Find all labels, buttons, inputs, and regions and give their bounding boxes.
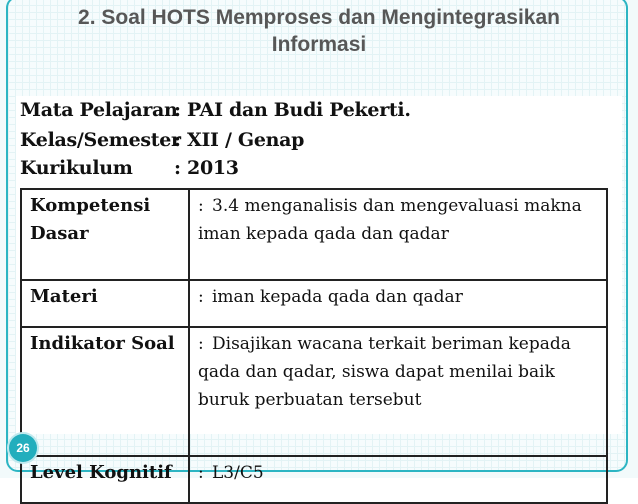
table-row (21, 280, 607, 327)
slide-title (20, 4, 618, 58)
table-row (21, 189, 607, 280)
colon: : (198, 196, 204, 216)
colon: : (198, 286, 204, 307)
row-text: iman kepada qada dan qadar (212, 286, 463, 307)
meta-label: Kelas/Semester (20, 129, 181, 151)
page-number-badge: 26 (9, 434, 37, 462)
meta-label: Kurikulum (20, 157, 133, 179)
spec-table (20, 188, 608, 504)
colon: : (198, 463, 204, 484)
meta-value: : PAI dan Budi Pekerti. (174, 99, 411, 121)
row-value (189, 189, 607, 280)
slide-title-line-1: 2. Soal HOTS Memproses dan Mengintegrasikan (78, 6, 560, 29)
meta-value: : XII / Genap (174, 129, 305, 151)
row-label: Indikator Soal (21, 327, 189, 456)
row-value (189, 280, 607, 327)
row-value (189, 456, 607, 503)
row-text: 3.4 menganalisis dan mengevaluasi makna iman kepada qada dan qadar (198, 196, 582, 244)
row-label: Kompetensi Dasar (21, 189, 189, 280)
meta-label: Mata Pelajaran (20, 99, 178, 121)
row-text: L3/C5 (212, 463, 264, 484)
row-label: Level Kognitif (21, 456, 189, 503)
table-row (21, 456, 607, 503)
table-row (21, 327, 607, 456)
row-text: Disajikan wacana terkait beriman kepada qada dan qadar, siswa dapat menilai baik buruk perbuatan tersebut (198, 333, 571, 410)
meta-value: : 2013 (174, 157, 239, 179)
row-label: Materi (21, 280, 189, 327)
colon: : (198, 333, 204, 354)
row-value (189, 327, 607, 456)
slide-title-line-2: Informasi (271, 33, 367, 56)
